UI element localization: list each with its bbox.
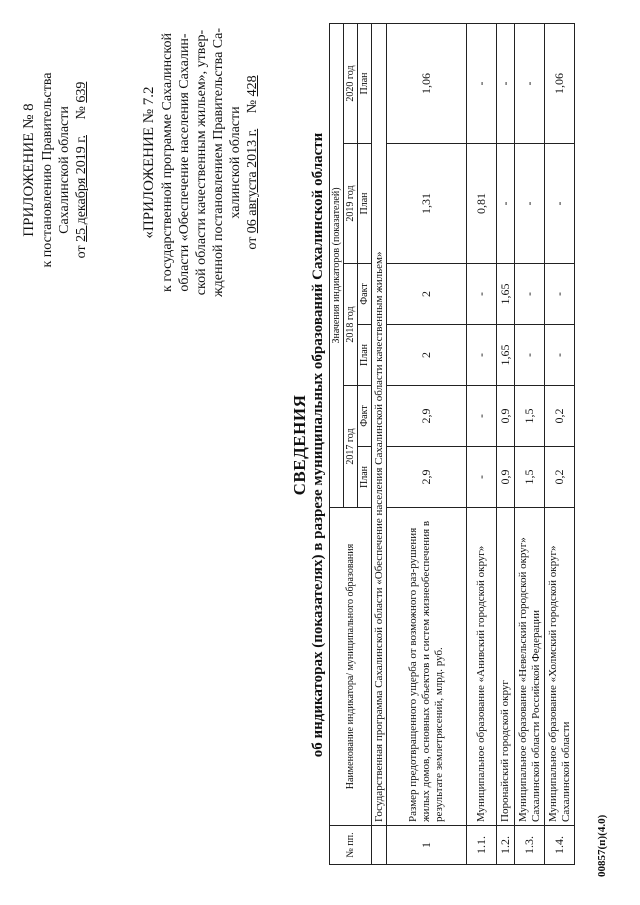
table-row [515, 23, 545, 864]
value-cell: - [467, 386, 497, 447]
appendix-number: ПРИЛОЖЕНИЕ № 8 [21, 103, 37, 237]
appendix-line-4: жденной постановлением Правительства Са- [211, 27, 226, 298]
value-cell: - [467, 325, 497, 386]
appendix-line-3: ской области качественным жильем», утвер- [194, 29, 209, 296]
value-cell: 1,31 [387, 144, 467, 264]
appendix-line-2: области «Обеспечение населения Сахалин- [177, 33, 192, 292]
appendix-date-line [244, 20, 261, 305]
value-cell: 2,9 [387, 386, 467, 447]
decree-number: 639 [74, 81, 89, 103]
plan-2019: План [358, 144, 372, 264]
appendix-date-prefix: от [245, 236, 260, 250]
row-number: 1.4. [545, 826, 575, 865]
value-cell: 1,06 [387, 23, 467, 143]
year-2020: 2020 год [344, 23, 358, 143]
row-name: Поронайский городской округ [497, 508, 515, 826]
number-sign: № [74, 106, 89, 120]
document-subtitle: об индикаторах (показателях) в разрезе муниципальных образований Сахалинской области [310, 132, 326, 758]
value-cell: 0,2 [545, 386, 575, 447]
value-cell: - [497, 144, 515, 264]
indicators-table [329, 23, 575, 865]
appendix-line-5: халинской области [228, 106, 243, 219]
program-name: Государственная программа Сахалинской области «Обеспечение населения Сахалинской области качественным жильем» [372, 23, 387, 825]
year-2018: 2018 год [344, 264, 358, 386]
value-cell: 1,5 [515, 386, 545, 447]
table-row [387, 23, 467, 864]
decree-date-line [73, 35, 90, 305]
year-2017: 2017 год [344, 386, 358, 508]
decree-line-1: к постановлению Правительства [40, 72, 55, 268]
appendix-line-1: к государственной программе Сахалинской [160, 33, 175, 292]
row-number: 1.1. [467, 826, 497, 865]
value-cell: - [467, 447, 497, 508]
fact-2018: Факт [358, 264, 372, 325]
appendix-number-sign: № [245, 99, 260, 114]
program-row [372, 23, 387, 864]
row-number: 1 [387, 826, 467, 865]
value-cell: - [545, 264, 575, 325]
table-row [467, 23, 497, 864]
row-number: 1.2. [497, 826, 515, 865]
appendix-block [140, 20, 261, 305]
value-cell: 0,81 [467, 144, 497, 264]
value-cell: - [497, 23, 515, 143]
row-name: Муниципальное образование «Холмский городской округ» Сахалинской области [545, 508, 575, 826]
fact-2017: Факт [358, 386, 372, 447]
document-title: СВЕДЕНИЯ [290, 394, 309, 496]
value-cell: 2 [387, 264, 467, 325]
document-code: 00857(п)(4.0) [596, 814, 608, 877]
value-cell: 1,06 [545, 23, 575, 143]
decree-header [20, 35, 90, 305]
col-name-header: Наименование индикатора/ муниципального образования [330, 508, 372, 826]
plan-2020: План [358, 23, 372, 143]
date-prefix: от [74, 245, 89, 259]
value-cell: 0,9 [497, 447, 515, 508]
appendix-number: 428 [245, 75, 260, 97]
table-row [545, 23, 575, 864]
appendix-title: «ПРИЛОЖЕНИЕ № 7.2 [141, 86, 157, 239]
value-cell: - [545, 325, 575, 386]
plan-2017: План [358, 447, 372, 508]
plan-2018: План [358, 325, 372, 386]
value-cell: 1,65 [497, 264, 515, 325]
col-values-header: Значения индикаторов (показателей) [330, 23, 344, 507]
row-name: Муниципальное образование «Анивский городской округ» [467, 508, 497, 826]
value-cell: 1,65 [497, 325, 515, 386]
row-name: Размер предотвращенного ущерба от возможного раз-рушения жилых домов, основных объектов и систем жизнеобеспечения в результате землетрясений, млрд. руб. [387, 508, 467, 826]
year-2019: 2019 год [344, 144, 358, 264]
value-cell: - [515, 144, 545, 264]
value-cell: 2,9 [387, 447, 467, 508]
row-name: Муниципальное образование «Невельский городской округ» Сахалинской области Российской Федерации [515, 508, 545, 826]
row-number: 1.3. [515, 826, 545, 865]
value-cell: 2 [387, 325, 467, 386]
value-cell: - [515, 23, 545, 143]
value-cell: 0,2 [545, 447, 575, 508]
header-row-1 [330, 23, 344, 864]
table-row [497, 23, 515, 864]
program-row-blank [372, 826, 387, 865]
decree-line-2: Сахалинской области [57, 106, 72, 234]
decree-date: 25 декабря 2019 г. [74, 135, 89, 242]
value-cell: - [515, 325, 545, 386]
value-cell: - [545, 144, 575, 264]
value-cell: 0,9 [497, 386, 515, 447]
value-cell: 1,5 [515, 447, 545, 508]
value-cell: - [467, 264, 497, 325]
col-number-header: № пп. [330, 826, 372, 865]
value-cell: - [515, 264, 545, 325]
value-cell: - [467, 23, 497, 143]
appendix-date: 06 августа 2013 г. [245, 128, 260, 234]
